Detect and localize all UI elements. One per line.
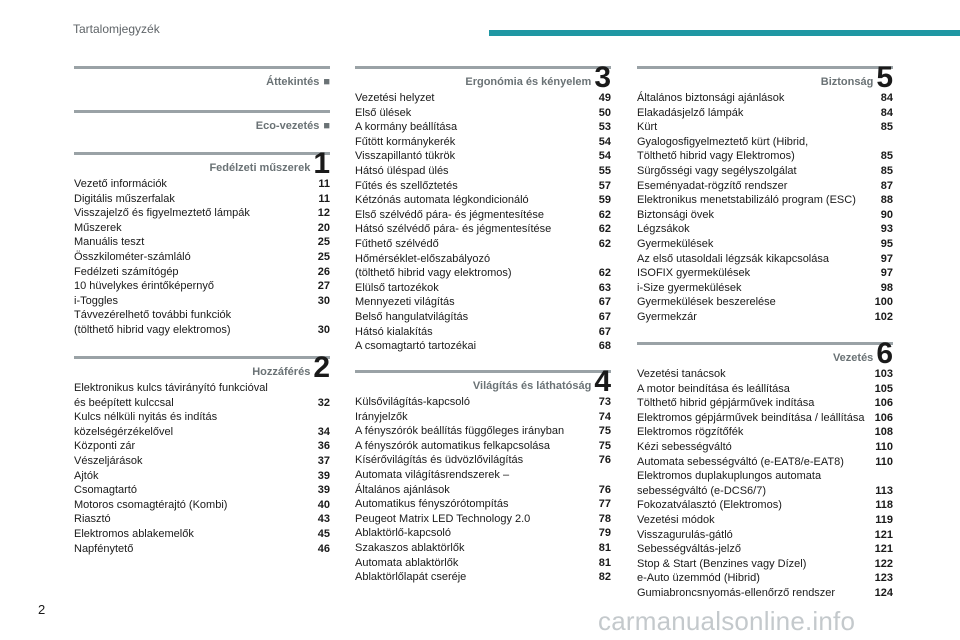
entry-page-number: 98 — [880, 281, 893, 294]
toc-entry[interactable] — [637, 455, 893, 470]
toc-entry[interactable] — [637, 252, 893, 267]
entry-page-number: 39 — [317, 469, 330, 482]
toc-entry[interactable] — [74, 454, 330, 469]
entry-label: e-Auto üzemmód (Hibrid) — [637, 572, 760, 585]
toc-entry[interactable] — [637, 542, 893, 557]
entry-label: Riasztó — [74, 513, 111, 526]
entry-page-number: 45 — [317, 527, 330, 540]
entry-page-number: 77 — [598, 498, 611, 511]
toc-entry[interactable] — [637, 135, 893, 164]
section-title[interactable]: Vezetés — [832, 352, 874, 364]
toc-entry[interactable] — [74, 294, 330, 309]
toc-entry[interactable] — [355, 339, 611, 354]
entry-page-number: 53 — [598, 121, 611, 134]
toc-entry[interactable] — [637, 528, 893, 543]
entry-page-number: 93 — [880, 223, 893, 236]
toc-entry[interactable] — [355, 424, 611, 439]
entry-page-number: 113 — [875, 484, 893, 497]
entry-label: Vezetési módok — [637, 513, 715, 526]
toc-entry[interactable] — [355, 252, 611, 281]
entry-label: i-Toggles — [74, 294, 119, 307]
toc-entry[interactable] — [355, 237, 611, 252]
watermark: carmanualsonline.info — [598, 606, 856, 636]
entry-label: Gyermekülések beszerelése — [637, 296, 776, 309]
entry-label: Kétzónás automata légkondicionáló — [355, 194, 529, 207]
entry-page-number: 76 — [598, 483, 611, 496]
entry-label: Stop & Start (Benzines vagy Dízel) — [637, 557, 807, 570]
entry-page-number: 11 — [318, 178, 330, 190]
entry-page-number: 105 — [874, 382, 893, 395]
entry-page-number: 121 — [874, 528, 893, 541]
entry-label: Sürgősségi vagy segélyszolgálat — [637, 164, 797, 177]
entry-page-number: 79 — [598, 527, 611, 540]
entry-label: Biztonsági övek — [637, 208, 715, 221]
toc-entry[interactable] — [74, 192, 330, 207]
entry-label: Automata világításrendszerek – Általános ajánlások — [355, 468, 510, 496]
entry-page-number: 97 — [880, 267, 893, 280]
entry-label: Visszagurulás-gátló — [637, 528, 733, 541]
section-title[interactable]: Áttekintés — [266, 76, 320, 88]
entry-label: 10 hüvelykes érintőképernyő — [74, 280, 215, 293]
entry-label: Elektromos ablakemelők — [74, 527, 194, 540]
toc-entry[interactable] — [355, 541, 611, 556]
entry-label: A fényszórók automatikus felkapcsolása — [355, 439, 551, 452]
entry-page-number: 85 — [880, 150, 893, 163]
entry-label: Kürt — [637, 121, 658, 134]
toc-entry[interactable] — [74, 235, 330, 250]
entry-label: Eseményadat-rögzítő rendszer — [637, 179, 788, 192]
toc-entry[interactable] — [355, 556, 611, 571]
entry-page-number: 67 — [598, 296, 611, 309]
toc-entry[interactable] — [637, 164, 893, 179]
toc-entry[interactable] — [355, 497, 611, 512]
section-title[interactable]: Hozzáférés — [252, 366, 311, 378]
toc-entry[interactable] — [355, 208, 611, 223]
entry-label: Gyermekzár — [637, 310, 697, 323]
entry-label: A motor beindítása és leállítása — [637, 382, 790, 395]
entry-page-number: 97 — [880, 252, 893, 265]
toc-entry[interactable] — [74, 512, 330, 527]
entry-page-number: 54 — [598, 150, 611, 163]
toc-entry[interactable] — [637, 222, 893, 237]
entry-page-number: 63 — [598, 281, 611, 294]
entry-label: Automatikus fényszórótompítás — [355, 498, 509, 511]
toc-entry[interactable] — [637, 120, 893, 135]
entry-page-number: 73 — [598, 396, 611, 408]
toc-entry[interactable] — [637, 193, 893, 208]
toc-entry[interactable] — [355, 453, 611, 468]
toc-entry[interactable] — [637, 281, 893, 296]
section-entries — [355, 91, 611, 354]
entry-label: Vészeljárások — [74, 454, 143, 467]
toc-section — [637, 337, 893, 601]
section-entries — [637, 367, 893, 601]
entry-page-number: 62 — [598, 237, 611, 250]
toc-entry[interactable] — [355, 468, 611, 497]
toc-entry[interactable] — [637, 440, 893, 455]
page-number: 2 — [38, 602, 46, 617]
entry-label: Ajtók — [74, 469, 99, 482]
entry-label: A fényszórók beállítás függőleges irányban — [355, 425, 565, 438]
entry-page-number: 84 — [880, 106, 893, 119]
entry-label: Kézi sebességváltó — [637, 440, 732, 453]
entry-page-number: 30 — [317, 294, 330, 307]
toc-entry[interactable] — [74, 381, 330, 410]
entry-label: Első szélvédő pára- és jégmentesítése — [355, 208, 544, 221]
entry-page-number: 59 — [598, 194, 611, 207]
entry-label: Kísérővilágítás és üdvözlővilágítás — [355, 454, 524, 467]
entry-page-number: 20 — [317, 221, 330, 234]
entry-label: Hátsó kialakítás — [355, 325, 433, 338]
entry-label: Elektronikus menetstabilizáló program (ESC) — [637, 194, 856, 207]
entry-label: Mennyezeti világítás — [355, 296, 455, 309]
section-title[interactable]: Világítás és láthatóság — [472, 380, 592, 392]
toc-entry[interactable] — [637, 513, 893, 528]
entry-label: Vezető információk — [74, 178, 167, 190]
entry-label: Fűthető szélvédő — [355, 237, 439, 250]
entry-page-number: 55 — [598, 164, 611, 177]
entry-page-number: 27 — [317, 280, 330, 293]
entry-page-number: 82 — [598, 571, 611, 584]
entry-page-number: 110 — [875, 455, 893, 468]
entry-page-number: 123 — [874, 572, 893, 585]
toc-entry[interactable] — [637, 571, 893, 586]
entry-page-number: 57 — [598, 179, 611, 192]
entry-label: Fedélzeti számítógép — [74, 265, 179, 278]
entry-page-number: 124 — [874, 586, 893, 599]
toc-entry[interactable] — [637, 498, 893, 513]
toc-entry[interactable] — [74, 206, 330, 221]
toc-entry[interactable] — [355, 570, 611, 585]
toc-entry[interactable] — [74, 542, 330, 557]
entry-page-number: 46 — [317, 542, 330, 555]
toc-entry[interactable] — [637, 469, 893, 498]
toc-entry[interactable] — [74, 308, 330, 337]
toc-entry[interactable] — [637, 266, 893, 281]
entry-page-number: 67 — [598, 310, 611, 323]
entry-label: Hátsó szélvédő pára- és jégmentesítése — [355, 223, 552, 236]
entry-label: Manuális teszt — [74, 236, 145, 249]
entry-page-number: 67 — [598, 325, 611, 338]
entry-page-number: 90 — [880, 208, 893, 221]
toc-entry[interactable] — [74, 498, 330, 513]
toc-entry[interactable] — [355, 512, 611, 527]
entry-label: Motoros csomagtérajtó (Kombi) — [74, 498, 228, 511]
entry-page-number: 122 — [874, 557, 893, 570]
toc-entry[interactable] — [355, 410, 611, 425]
toc-section — [74, 351, 330, 556]
section-number: 1 — [313, 147, 330, 180]
toc-entry[interactable] — [355, 135, 611, 150]
entry-label: Központi zár — [74, 440, 136, 453]
entry-page-number: 32 — [317, 396, 330, 409]
entry-page-number: 84 — [880, 92, 893, 104]
entry-label: Fűtés és szellőztetés — [355, 179, 458, 192]
section-title[interactable]: Biztonság — [820, 76, 874, 88]
entry-label: Elülső tartozékok — [355, 281, 439, 294]
entry-label: Szakaszos ablaktörlők — [355, 541, 465, 554]
entry-label: Visszapillantó tükrök — [355, 150, 456, 163]
entry-label: Tölthető hibrid gépjárművek indítása — [637, 397, 815, 410]
toc-entry[interactable] — [355, 295, 611, 310]
toc-entry[interactable] — [355, 325, 611, 340]
entry-label: Elakadásjelző lámpák — [637, 106, 744, 119]
entry-page-number: 40 — [317, 498, 330, 511]
entry-page-number: 103 — [874, 368, 893, 380]
section-bullet-icon: ■ — [323, 120, 330, 132]
entry-page-number: 95 — [880, 237, 893, 250]
toc-entry[interactable] — [637, 237, 893, 252]
section-entries — [637, 91, 893, 325]
entry-page-number: 26 — [317, 265, 330, 278]
entry-label: Elektromos duplakuplungos automata sebességváltó (e-DCS6/7) — [637, 470, 822, 497]
entry-page-number: 74 — [598, 410, 611, 423]
entry-label: Ablaktörlő-kapcsoló — [355, 527, 451, 540]
entry-page-number: 118 — [875, 499, 893, 512]
entry-label: Gyalogosfigyelmeztető kürt (Hibrid, Tölthető hibrid vagy Elektromos) — [637, 135, 809, 163]
entry-page-number: 12 — [317, 207, 330, 220]
toc-entry[interactable] — [74, 469, 330, 484]
toc-section — [355, 365, 611, 585]
toc-entry[interactable] — [637, 295, 893, 310]
toc-entry[interactable] — [637, 179, 893, 194]
section-entries — [355, 395, 611, 585]
entry-label: Ablaktörlőlapát cseréje — [355, 571, 467, 584]
toc-entry[interactable] — [74, 250, 330, 265]
entry-page-number: 108 — [874, 426, 893, 439]
entry-label: ISOFIX gyermekülések — [637, 267, 751, 280]
page-header-title: Tartalomjegyzék — [73, 22, 160, 36]
entry-page-number: 36 — [317, 440, 330, 453]
entry-label: Kulcs nélküli nyitás és indítás közelségérzékelővel — [74, 411, 218, 438]
toc-entry[interactable] — [355, 91, 611, 106]
entry-label: Visszajelző és figyelmeztető lámpák — [74, 207, 250, 220]
entry-page-number: 100 — [874, 296, 893, 309]
toc-section — [637, 61, 893, 325]
toc-entry[interactable] — [637, 557, 893, 572]
section-number: 3 — [594, 61, 611, 94]
entry-label: Elektronikus kulcs távirányító funkcióval és beépített kulccsal — [74, 382, 268, 409]
toc-entry[interactable] — [74, 483, 330, 498]
toc-section — [74, 110, 330, 135]
toc-entry[interactable] — [74, 221, 330, 236]
entry-label: Külsővilágítás-kapcsoló — [355, 396, 470, 408]
toc-entry[interactable] — [355, 281, 611, 296]
entry-page-number: 85 — [880, 164, 893, 177]
entry-page-number: 87 — [880, 179, 893, 192]
toc-entry[interactable] — [637, 396, 893, 411]
section-header — [74, 113, 330, 135]
section-header — [637, 337, 893, 370]
entry-label: Első ülések — [355, 106, 412, 119]
entry-page-number: 81 — [598, 556, 611, 569]
entry-label: Sebességváltás-jelző — [637, 543, 741, 556]
entry-page-number: 106 — [874, 397, 893, 410]
entry-label: Peugeot Matrix LED Technology 2.0 — [355, 512, 531, 525]
section-number: 2 — [313, 351, 330, 384]
entry-label: Műszerek — [74, 221, 122, 234]
toc-entry[interactable] — [355, 106, 611, 121]
toc-entry[interactable] — [355, 439, 611, 454]
entry-page-number: 30 — [317, 323, 330, 336]
entry-label: Összkilométer-számláló — [74, 250, 191, 263]
section-number: 5 — [876, 61, 893, 94]
toc-entry[interactable] — [637, 310, 893, 325]
toc-entry[interactable] — [637, 208, 893, 223]
entry-page-number: 37 — [317, 454, 330, 467]
entry-label: Digitális műszerfalak — [74, 192, 175, 205]
entry-page-number: 85 — [880, 121, 893, 134]
entry-label: Fűtött kormánykerék — [355, 135, 456, 148]
entry-label: Napfénytető — [74, 542, 134, 555]
section-number: 6 — [876, 337, 893, 370]
toc-entry[interactable] — [637, 586, 893, 601]
toc-entry[interactable] — [355, 193, 611, 208]
section-entries — [74, 381, 330, 556]
toc-section — [355, 61, 611, 354]
toc-entry[interactable] — [637, 411, 893, 426]
entry-label: Vezetési helyzet — [355, 92, 435, 104]
section-title[interactable]: Ergonómia és kényelem — [465, 76, 592, 88]
toc-entry[interactable] — [74, 177, 330, 192]
entry-label: Belső hangulatvilágítás — [355, 310, 469, 323]
section-bullet-icon: ■ — [323, 76, 330, 88]
entry-label: Fokozatválasztó (Elektromos) — [637, 499, 782, 512]
entry-label: Gumiabroncsnyomás-ellenőrző rendszer — [637, 586, 836, 599]
entry-label: Általános biztonsági ajánlások — [637, 92, 785, 104]
entry-page-number: 62 — [598, 267, 611, 280]
entry-page-number: 88 — [880, 194, 893, 207]
section-number: 4 — [594, 365, 611, 398]
toc-entry[interactable] — [355, 526, 611, 541]
entry-page-number: 11 — [318, 192, 330, 205]
entry-label: Elektromos rögzítőfék — [637, 426, 744, 439]
entry-page-number: 78 — [598, 512, 611, 525]
entry-page-number: 43 — [317, 513, 330, 526]
entry-label: i-Size gyermekülések — [637, 281, 742, 294]
entry-label: Vezetési tanácsok — [637, 368, 726, 380]
section-header — [355, 365, 611, 398]
entry-page-number: 81 — [598, 541, 611, 554]
entry-page-number: 106 — [874, 411, 893, 424]
toc-entry[interactable] — [637, 367, 893, 382]
entry-label: Gyermekülések — [637, 237, 714, 250]
entry-label: Távvezérelhető további funkciók (tölthető hibrid vagy elektromos) — [74, 309, 232, 336]
section-header — [74, 147, 330, 180]
entry-page-number: 34 — [317, 425, 330, 438]
entry-page-number: 25 — [317, 236, 330, 249]
entry-label: Hőmérséklet-előszabályozó (tölthető hibrid vagy elektromos) — [355, 252, 512, 280]
entry-label: Légzsákok — [637, 223, 690, 236]
toc-entry[interactable] — [355, 164, 611, 179]
entry-page-number: 25 — [317, 250, 330, 263]
toc-entry[interactable] — [637, 106, 893, 121]
toc-entry[interactable] — [355, 120, 611, 135]
section-header — [74, 69, 330, 91]
entry-label: A csomagtartó tartozékai — [355, 340, 477, 353]
entry-page-number: 62 — [598, 208, 611, 221]
entry-page-number: 54 — [598, 135, 611, 148]
toc-entry[interactable] — [74, 439, 330, 454]
entry-label: Hátsó üléspad ülés — [355, 164, 449, 177]
toc-entry[interactable] — [637, 425, 893, 440]
section-header — [74, 351, 330, 384]
entry-page-number: 49 — [598, 92, 611, 104]
entry-label: Elektromos gépjárművek beindítása / leállítása — [637, 411, 865, 424]
entry-page-number: 39 — [317, 484, 330, 497]
toc-entry[interactable] — [355, 222, 611, 237]
toc-entry[interactable] — [355, 395, 611, 410]
toc-entry[interactable] — [637, 91, 893, 106]
entry-page-number: 121 — [874, 543, 893, 556]
toc-entry[interactable] — [74, 265, 330, 280]
toc-entry[interactable] — [74, 527, 330, 542]
entry-label: Csomagtartó — [74, 484, 137, 497]
entry-page-number: 76 — [598, 454, 611, 467]
entry-page-number: 119 — [875, 513, 893, 526]
toc-entry[interactable] — [355, 149, 611, 164]
section-header — [355, 61, 611, 94]
header-accent-bar — [489, 30, 960, 36]
toc-section — [74, 66, 330, 91]
entry-label: A kormány beállítása — [355, 121, 458, 134]
entry-label: Automata sebességváltó (e-EAT8/e-EAT8) — [637, 455, 844, 468]
entry-page-number: 62 — [598, 223, 611, 236]
toc-entry[interactable] — [74, 279, 330, 294]
entry-page-number: 75 — [598, 439, 611, 452]
section-title[interactable]: Eco-vezetés — [255, 120, 320, 132]
entry-page-number: 110 — [875, 440, 893, 453]
toc-entry[interactable] — [74, 410, 330, 439]
section-entries — [74, 177, 330, 338]
toc-section — [74, 147, 330, 338]
entry-label: Irányjelzők — [355, 410, 408, 423]
toc-entry[interactable] — [637, 382, 893, 397]
toc-entry[interactable] — [355, 179, 611, 194]
entry-page-number: 68 — [598, 340, 611, 353]
entry-label: Automata ablaktörlők — [355, 556, 459, 569]
entry-page-number: 75 — [598, 425, 611, 438]
entry-page-number: 50 — [598, 106, 611, 119]
section-title[interactable]: Fedélzeti műszerek — [209, 162, 311, 174]
entry-page-number: 102 — [874, 310, 893, 323]
toc-entry[interactable] — [355, 310, 611, 325]
section-header — [637, 61, 893, 94]
entry-label: Az első utasoldali légzsák kikapcsolása — [637, 252, 829, 265]
